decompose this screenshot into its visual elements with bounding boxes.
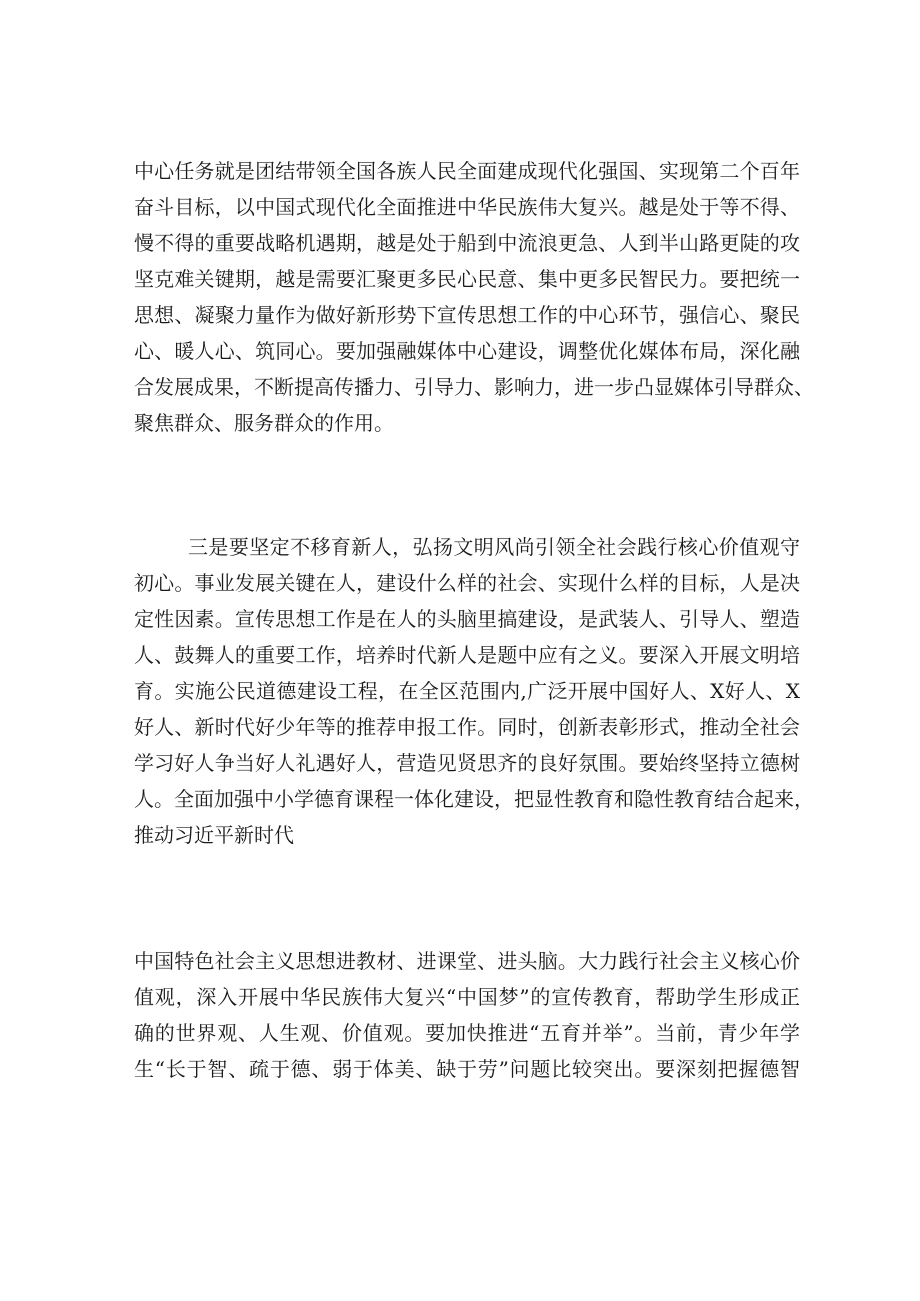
paragraph-2 [134,529,814,853]
paragraph-line: 慢不得的重要战略机遇期，越是处于船到中流浪更急、人到半山路更陡的攻 [134,231,800,255]
paragraph-line: 好人、新时代好少年等的推荐申报工作。同时，创新表彰形式，推动全社会 [134,715,800,739]
paragraph-line: 思想、凝聚力量作为做好新形势下宣传思想工作的中心环节，强信心、聚民 [134,303,800,327]
paragraph-line: 人。全面加强中小学德育课程一体化建设，把显性教育和隐性教育结合起来， [134,787,814,811]
paragraph-1 [134,153,814,441]
paragraph-line: 初心。事业发展关键在人，建设什么样的社会、实现什么样的目标，人是决 [134,571,800,595]
paragraph-line: 奋斗目标，以中国式现代化全面推进中华民族伟大复兴。越是处于等不得、 [134,195,800,219]
paragraph-line: 坚克难关键期，越是需要汇聚更多民心民意、集中更多民智民力。要把统一 [134,267,800,291]
paragraph-line: 育。实施公民道德建设工程，在全区范围内,广泛开展中国好人、X好人、X [134,679,800,703]
paragraph-line: 中国特色社会主义思想进教材、进课堂、进头脑。大力践行社会主义核心价 [134,949,800,973]
paragraph-line: 推动习近平新时代 [134,823,294,847]
paragraph-3 [134,943,800,1087]
paragraph-line: 三是要坚定不移育新人，弘扬文明风尚引领全社会践行核心价值观守 [188,535,800,559]
paragraph-line: 合发展成果，不断提高传播力、引导力、影响力，进一步凸显媒体引导群众、 [134,375,814,399]
paragraph-line: 人、鼓舞人的重要工作，培养时代新人是题中应有之义。要深入开展文明培 [134,643,800,667]
paragraph-line: 学习好人争当好人礼遇好人，营造见贤思齐的良好氛围。要始终坚持立德树 [134,751,800,775]
paragraph-line: 心、暖人心、筑同心。要加强融媒体中心建设，调整优化媒体布局，深化融 [134,339,800,363]
paragraph-line: 定性因素。宣传思想工作是在人的头脑里搞建设，是武装人、引导人、塑造 [134,607,800,631]
paragraph-line: 聚焦群众、服务群众的作用。 [134,411,394,435]
paragraph-line: 确的世界观、人生观、价值观。要加快推进“五育并举”。当前，青少年学 [134,1021,800,1045]
paragraph-line: 生“长于智、疏于德、弱于体美、缺于劳”问题比较突出。要深刻把握德智 [134,1057,800,1081]
paragraph-line: 值观，深入开展中华民族伟大复兴“中国梦”的宣传教育，帮助学生形成正 [134,985,800,1009]
paragraph-line: 中心任务就是团结带领全国各族人民全面建成现代化强国、实现第二个百年 [134,159,800,183]
